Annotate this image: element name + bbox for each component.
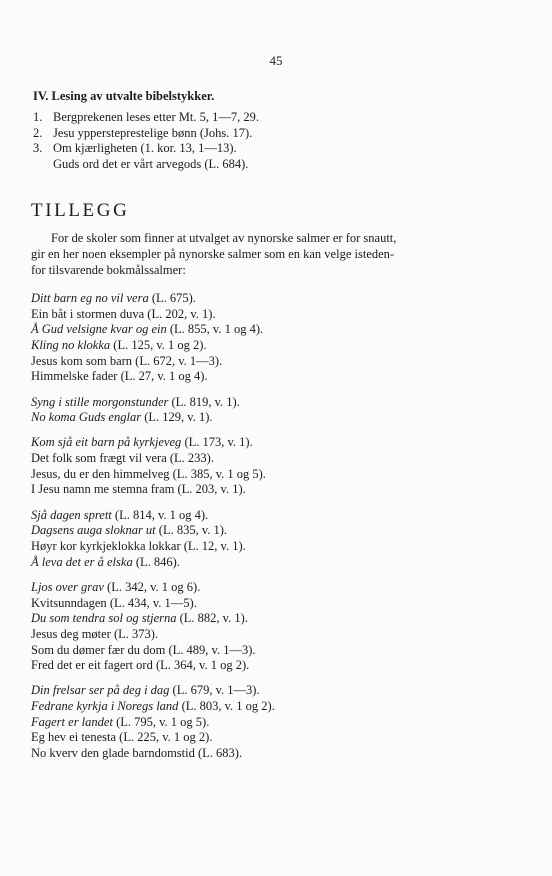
hymn-entry [31,451,275,467]
hymn-reference: (L. 434, v. 1—5). [106,595,197,610]
hymn-reference: (L. 12, v. 1). [180,538,246,553]
hymn-title: Det folk som frægt vil vera [31,451,167,466]
list-item-number: 2. [33,125,43,140]
hymn-reference: (L. 672, v. 1—3). [132,353,223,368]
hymn-title: I Jesu namn me stemna fram [31,482,175,497]
list-item [33,126,259,142]
hymn-entry [31,658,275,674]
hymn-title: Fagert er landet [31,714,113,729]
hymn-entry [31,715,275,731]
appendix-title: TILLEGG [31,200,130,221]
hymn-entry [31,596,275,612]
page-number: 45 [269,53,283,68]
hymn-title: Kvitsunndagen [31,595,107,610]
hymn-reference: (L. 855, v. 1 og 4). [166,322,264,337]
hymn-title: Eg hev ei tenesta [31,730,117,745]
hymn-entry [31,435,275,451]
hymn-reference: (L. 683). [194,746,243,761]
hymn-title: Fedrane kyrkja i Noregs land [31,699,179,714]
hymn-entry [31,354,275,370]
hymn-title: Du som tendra sol og stjerna [31,611,177,626]
hymn-entry [31,699,275,715]
hymn-reference: (L. 225, v. 1 og 2). [116,730,213,745]
hymn-entry [31,508,275,524]
hymn-list [31,291,275,771]
hymn-reference: (L. 27, v. 1 og 4). [117,369,208,384]
hymn-title: No koma Guds englar [31,410,142,425]
hymn-reference: (L. 342, v. 1 og 6). [103,579,201,594]
hymn-reference: (L. 364, v. 1 og 2). [152,658,250,673]
list-item-text: Bergprekenen leses etter Mt. 5, 1—7, 29. [53,110,259,124]
hymn-reference: (L. 819, v. 1). [168,394,240,409]
intro-line: gir en her noen eksempler på nynorske salmer som en kan velge isteden- [31,246,395,261]
hymn-entry [31,523,275,539]
hymn-entry [31,338,275,354]
hymn-reference: (L. 846). [132,554,180,569]
hymn-entry [31,611,275,627]
list-item-text: Jesu yppersteprestelige bønn (Johs. 17). [53,125,253,140]
hymn-group [31,508,275,571]
hymn-entry [31,730,275,746]
bible-reading-list [33,110,259,172]
hymn-entry [31,369,275,385]
hymn-reference: (L. 489, v. 1—3). [165,642,256,657]
hymn-entry [31,643,275,659]
hymn-entry [31,482,275,498]
hymn-entry [31,467,275,483]
hymn-reference: (L. 882, v. 1). [176,611,248,626]
list-item-text: Om kjærligheten (1. kor. 13, 1—13). [53,141,237,156]
hymn-reference: (L. 803, v. 1 og 2). [178,699,275,714]
list-item-number: 3. [33,141,43,156]
hymn-title: Din frelsar ser på deg i dag [31,683,170,698]
hymn-title: Jesus, du er den himmelveg [31,466,170,481]
hymn-entry [31,580,275,596]
hymn-entry [31,322,275,338]
hymn-entry [31,410,275,426]
list-item [33,141,259,157]
hymn-title: Å Gud velsigne kvar og ein [31,322,167,337]
intro-line: for tilsvarende bokmålssalmer: [31,262,186,277]
hymn-title: Himmelske fader [31,369,118,384]
hymn-entry [31,555,275,571]
list-item-number: 1. [33,110,43,124]
hymn-entry [31,291,275,307]
hymn-reference: (L. 835, v. 1). [155,523,228,538]
hymn-reference: (L. 173, v. 1). [181,435,253,450]
hymn-title: Jesus kom som barn [31,353,133,368]
hymn-group [31,683,275,761]
section-heading: IV. Lesing av utvalte bibelstykker. [33,89,215,103]
hymn-group [31,291,275,385]
hymn-title: Jesus deg møter [31,626,111,641]
intro-line: For de skoler som finner at utvalget av nynorske salmer er for snautt, [51,231,397,245]
hymn-reference: (L. 125, v. 1 og 2). [110,337,207,352]
hymn-entry [31,539,275,555]
hymn-title: Som du dømer fær du dom [31,642,166,657]
hymn-title: Å leva det er å elska [31,554,133,569]
hymn-title: Fred det er eit fagert ord [31,658,153,673]
hymn-group [31,435,275,498]
hymn-reference: (L. 202, v. 1). [144,306,216,321]
hymn-entry [31,683,275,699]
hymn-title: Kling no klokka [31,337,111,352]
list-item-continuation: Guds ord det er vårt arvegods (L. 684). [53,156,249,171]
hymn-title: Dagsens auga sloknar ut [31,523,156,538]
hymn-title: Høyr kor kyrkjeklokka lokkar [31,538,181,553]
hymn-reference: (L. 385, v. 1 og 5). [169,466,266,481]
hymn-reference: (L. 233). [166,451,214,466]
hymn-reference: (L. 129, v. 1). [141,410,213,425]
hymn-entry [31,627,275,643]
hymn-reference: (L. 373). [110,626,159,641]
hymn-title: Ljos over grav [31,579,104,594]
list-item [33,110,259,126]
hymn-title: Ditt barn eg no vil vera [31,291,149,305]
hymn-entry [31,307,275,323]
hymn-title: Syng i stille morgonstunder [31,394,169,409]
hymn-group [31,395,275,426]
hymn-title: Sjå dagen sprett [31,507,112,522]
hymn-reference: (L. 814, v. 1 og 4). [111,507,209,522]
hymn-reference: (L. 675). [148,291,196,305]
hymn-reference: (L. 203, v. 1). [174,482,246,497]
hymn-reference: (L. 795, v. 1 og 5). [112,714,210,729]
hymn-title: Kom sjå eit barn på kyrkjeveg [31,435,182,450]
hymn-entry [31,395,275,411]
hymn-entry [31,746,275,762]
hymn-title: Ein båt i stormen duva [31,306,145,321]
hymn-group [31,580,275,674]
appendix-intro [31,231,491,278]
hymn-reference: (L. 679, v. 1—3). [169,683,260,698]
hymn-title: No kverv den glade barndomstid [31,746,195,761]
